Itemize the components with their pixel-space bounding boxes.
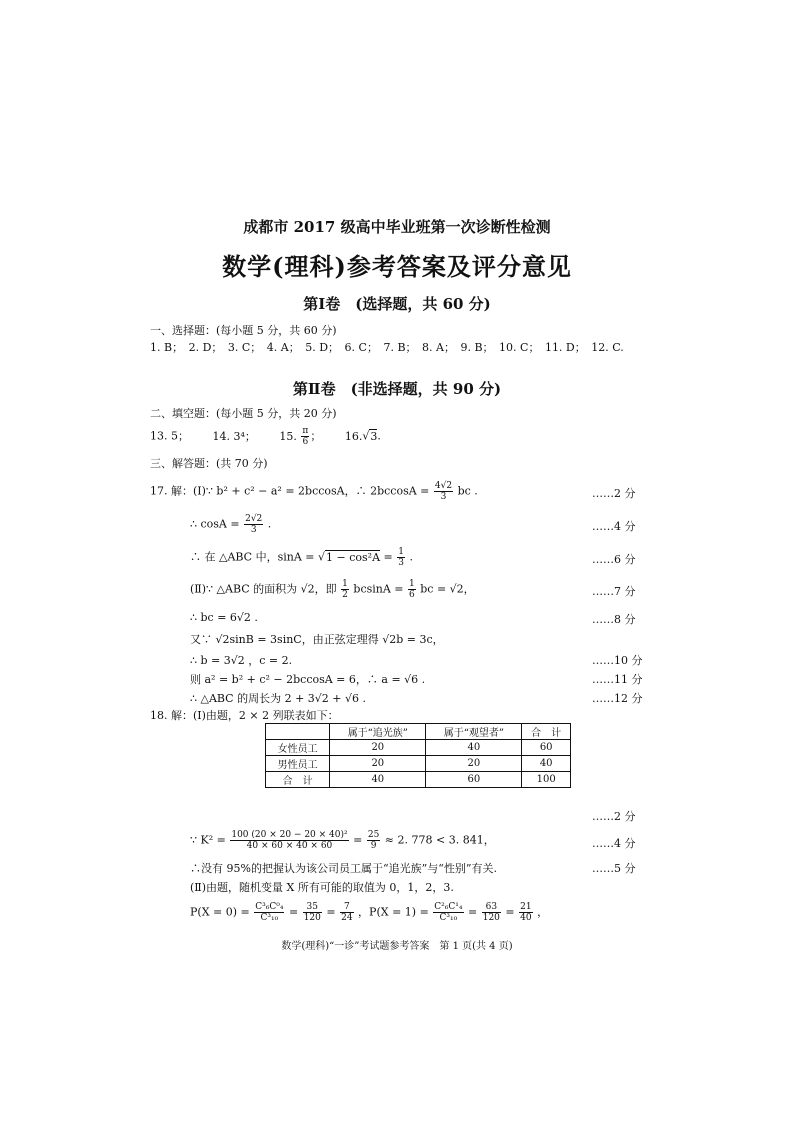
table-cell: 20 xyxy=(330,740,426,756)
part1-title: 第Ⅰ卷 (选择题，共 60 分) xyxy=(303,295,491,313)
score-2: ……2 分 xyxy=(592,487,636,500)
score-4: ……4 分 xyxy=(592,520,636,533)
q17-line7: ∴ b = 3√2 ，c = 2. xyxy=(190,654,293,667)
fill-16-radicand: 3 xyxy=(370,429,378,443)
score-7: ……7 分 xyxy=(592,585,636,598)
table-row xyxy=(266,772,571,788)
table-header-cell: 属于“观望者” xyxy=(426,724,522,740)
document-title: 数学(理科)参考答案及评分意见 xyxy=(222,252,572,281)
fill-16-label: 16. xyxy=(344,429,363,443)
score-18-2: ……2 分 xyxy=(592,810,636,823)
table-cell: 20 xyxy=(426,756,522,772)
table-header-cell: 属于“追光族” xyxy=(330,724,426,740)
q17-line9: ∴ △ABC 的周长为 2 + 3√2 + √6 . xyxy=(190,692,367,705)
q17-line4-fraction1: $\frac{1}{2}$ xyxy=(342,579,348,600)
q17-line6: 又∵ √2sinB = 3sinC，由正弦定理得 √2b = 3c， xyxy=(190,633,444,646)
p1-fraction: $\frac{\text{C²₆C¹₄}}{\text{C³₁₀}}$ xyxy=(434,902,463,923)
q18-line3: ∴没有 95%的把握认为该公司员工属于“追光族”与“性别”有关. xyxy=(190,862,497,875)
table-cell: 60 xyxy=(426,772,522,788)
score-18-5: ……5 分 xyxy=(592,862,636,875)
table-header-row xyxy=(266,724,571,740)
table-cell: 合 计 xyxy=(266,772,330,788)
score-10: ……10 分 xyxy=(592,654,643,667)
part2-title: 第Ⅱ卷 (非选择题，共 90 分) xyxy=(292,380,502,398)
fill-15-label: 15. xyxy=(279,429,297,443)
table-header-cell: 合 计 xyxy=(522,724,571,740)
q18-line1: 18. 解：(Ⅰ)由题，2 × 2 列联表如下： xyxy=(150,709,339,722)
mc-answers: 1. B； 2. D； 3. C； 4. A； 5. D； 6. C； 7. B； 8. A； 9. B； 10. C； 11. D； 12. C. xyxy=(150,341,624,354)
table-row xyxy=(266,740,571,756)
q17-line1-fraction: $\frac{4√2}{3}$ xyxy=(434,481,453,502)
q17-line2: ∴ cosA = $\frac{2√2}{3}$ . xyxy=(190,514,272,535)
exam-header: 成都市 2017 级高中毕业班第一次诊断性检测 xyxy=(243,218,551,236)
table-cell: 40 xyxy=(426,740,522,756)
fill-answers: 13. 5； 14. 3⁴； 15. $\frac{\pi}{6}$ ； 16.√3. xyxy=(150,426,381,447)
table-cell: 20 xyxy=(330,756,426,772)
p0-fraction3: $\frac{7}{24}$ xyxy=(341,902,353,923)
p0-fraction: $\frac{\text{C³₆C⁰₄}}{\text{C³₁₀}}$ xyxy=(255,902,284,923)
p1-fraction2: $\frac{63}{120}$ xyxy=(482,902,500,923)
fill-16-tail: . xyxy=(377,429,381,443)
q17-line3: ∴ 在 △ABC 中，sinA = √1 − cos²A = $\frac{1}{3}$ . xyxy=(190,547,413,568)
contingency-table xyxy=(265,723,571,788)
score-18-4: ……4 分 xyxy=(592,837,636,850)
score-11: ……11 分 xyxy=(592,673,643,686)
q17-line3-fraction: $\frac{1}{3}$ xyxy=(398,547,404,568)
score-12: ……12 分 xyxy=(592,692,643,705)
table-cell: 男性员工 xyxy=(266,756,330,772)
q17-line5: ∴ bc = 6√2 . xyxy=(190,611,258,624)
p1-fraction3: $\frac{21}{40}$ xyxy=(520,902,532,923)
q17-line8: 则 a² = b² + c² − 2bccosA = 6，∴ a = √6 . xyxy=(190,673,426,686)
q17-line4-fraction2: $\frac{1}{6}$ xyxy=(409,579,415,600)
mc-section-title: 一、选择题：(每小题 5 分，共 60 分) xyxy=(150,324,337,337)
q18-k2-line: ∵ K² = $\frac{\text{100 (20 × 20 − 20 × 40)²}}{40 \times 60 \times 40 \times 60}$ = $\frac{25}{9}$ ≈ 2. 778 < 3. 841， xyxy=(190,830,495,851)
q18-prob-line: P(X = 0) = $\frac{\text{C³₆C⁰₄}}{\text{C³₁₀}}$ = $\frac{35}{120}$ = $\frac{7}{24}$ ，P(X = 1) = $\frac{\text{C²₆C¹₄}}{\text{C³₁₀}}$ = $\frac{63}{120}$ = $\frac{21}{40}$ ， xyxy=(190,902,549,923)
table-cell: 女性员工 xyxy=(266,740,330,756)
score-8: ……8 分 xyxy=(592,613,636,626)
solve-section-title: 三、解答题：(共 70 分) xyxy=(150,457,268,470)
q17-line4: (Ⅱ)∵ △ABC 的面积为 √2，即 $\frac{1}{2}$ bcsinA = $\frac{1}{6}$ bc = √2， xyxy=(190,579,475,600)
k2-fraction2: $\frac{25}{9}$ xyxy=(367,830,380,851)
score-6: ……6 分 xyxy=(592,553,636,566)
table-row xyxy=(266,756,571,772)
page-footer: 数学(理科)“一诊”考试题参考答案 第 1 页(共 4 页) xyxy=(281,941,513,952)
fill-13: 13. 5； xyxy=(150,429,189,443)
fill-15-tail: ； xyxy=(310,429,322,443)
p0-fraction2: $\frac{35}{120}$ xyxy=(303,902,321,923)
table-cell: 40 xyxy=(330,772,426,788)
q18-line4: (Ⅱ)由题，随机变量 X 所有可能的取值为 0，1，2，3. xyxy=(190,881,454,894)
table-header-cell xyxy=(266,724,330,740)
q17-line2-fraction: $\frac{2√2}{3}$ xyxy=(245,514,263,535)
fill-15-fraction: $\frac{\pi}{6}$ xyxy=(302,426,309,447)
k2-fraction: $\frac{\text{100 (20 × 20 − 20 × 40)²}}{40 \times 60 \times 40 \times 60}$ xyxy=(231,830,348,851)
table-cell: 100 xyxy=(522,772,571,788)
table-cell: 40 xyxy=(522,756,571,772)
fill-14: 14. 3⁴； xyxy=(212,429,256,443)
q17-line1: 17. 解：(Ⅰ)∵ b² + c² − a² = 2bccosA，∴ 2bccosA = $\frac{4√2}{3}$ bc . xyxy=(150,481,478,502)
table-cell: 60 xyxy=(522,740,571,756)
fill-section-title: 二、填空题：(每小题 5 分，共 20 分) xyxy=(150,407,337,420)
